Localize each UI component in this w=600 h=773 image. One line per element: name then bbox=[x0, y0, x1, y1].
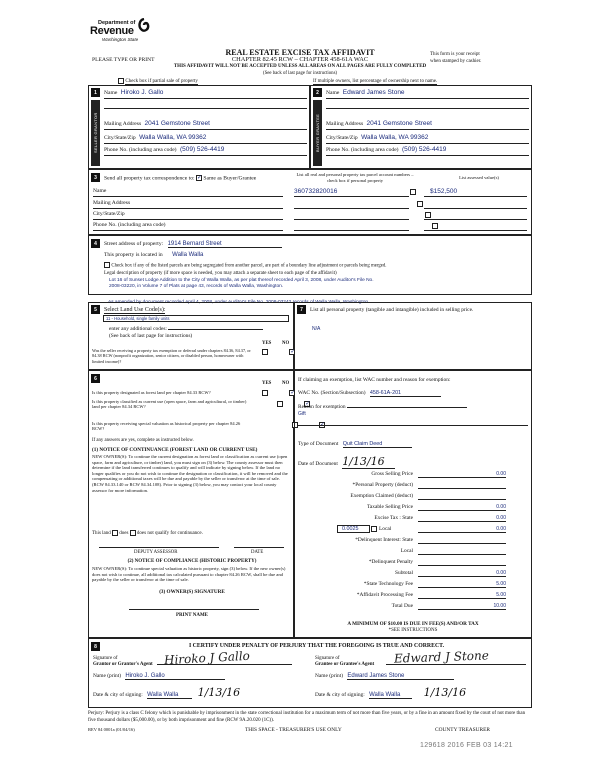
grantee-date-signing[interactable]: 1/13/16 bbox=[423, 686, 467, 699]
sec6-yes-label: YES bbox=[262, 381, 272, 386]
partial-sale-checkbox[interactable] bbox=[118, 78, 124, 84]
corr-name-row: Name bbox=[93, 188, 283, 197]
section-tax-calc bbox=[294, 370, 532, 638]
excise-state-value[interactable]: 0.00 bbox=[418, 515, 506, 522]
reason-row: Reason for exemption bbox=[298, 403, 467, 410]
proc-fee-label: *Affidavit Processing Fee bbox=[356, 592, 413, 598]
section-8-number: 8 bbox=[91, 642, 100, 651]
deputy-date-label: DATE bbox=[251, 550, 264, 555]
parcel-row-2 bbox=[294, 200, 409, 209]
buyer-grantee-label: BUYER GRANTEE bbox=[313, 100, 322, 166]
reason-blank-line bbox=[298, 425, 528, 426]
historical-question: Is this property receiving special valuation as historical property per chapter 84.26 RCW? bbox=[92, 421, 241, 432]
legal-line-1: Lot 16 of Sunset Lodge Addition to the City of Walla Walla, as per plat thereof recorded April 3, 2008, under Auditor's File No. bbox=[109, 278, 374, 283]
assessed-value[interactable]: $152,500 bbox=[430, 188, 458, 195]
seller-grantor-label: SELLER GRANTOR bbox=[91, 100, 100, 166]
section-2-number: 2 bbox=[313, 88, 322, 97]
grantor-phone[interactable]: (509) 526-4419 bbox=[179, 146, 225, 153]
section-grantor bbox=[88, 85, 310, 169]
taxable-value[interactable]: 0.00 bbox=[418, 504, 506, 511]
tax-calc-rows bbox=[295, 471, 531, 609]
property-street[interactable]: 1914 Bernard Street bbox=[168, 241, 282, 248]
grantee-print-name[interactable]: Edward James Stone bbox=[347, 673, 454, 680]
parcel-number[interactable]: 360732820016 bbox=[294, 188, 338, 195]
multiple-owners-note: If multiple owners, list percentage of ownership next to name. bbox=[313, 79, 438, 84]
total-due-label: Total Due bbox=[391, 603, 413, 609]
assessed-row-2 bbox=[424, 200, 527, 209]
tech-fee-label: *State Technology Fee bbox=[363, 581, 413, 587]
grantee-name-print-row: Name (print) Edward James Stone bbox=[315, 673, 454, 679]
treasurer-space: THIS SPACE - TREASURER'S USE ONLY bbox=[245, 727, 342, 733]
exemption-yes-checkbox[interactable] bbox=[262, 349, 268, 355]
partial-sale-label: Check box if partial sale of property bbox=[125, 79, 198, 85]
receipt-note: This form is your receipt when stamped by cashier. bbox=[430, 52, 482, 64]
section-personal-property bbox=[294, 302, 532, 370]
grantee-phone-row: Phone No. (including area code) (509) 526-4419 bbox=[326, 146, 529, 156]
personal-ded-value[interactable] bbox=[418, 482, 506, 489]
deputy-assessor-label: DEPUTY ASSESSOR bbox=[134, 550, 178, 555]
section-property bbox=[88, 235, 532, 295]
grantor-name[interactable]: Hiroko J. Gallo bbox=[120, 89, 164, 96]
taxable-label: Taxable Selling Price bbox=[366, 504, 413, 510]
dor-logo bbox=[90, 20, 160, 50]
grantor-city-row: City/State/Zip Walla Walla, WA 99362 bbox=[104, 134, 307, 144]
forest-yes-checkbox[interactable] bbox=[262, 390, 268, 396]
grantee-city[interactable]: Walla Walla, WA 99362 bbox=[361, 134, 429, 141]
delinq-state-label: *Delinquent Interest: State bbox=[355, 537, 413, 543]
parcel-2-personal-checkbox[interactable] bbox=[417, 201, 423, 207]
total-due-value[interactable]: 10.00 bbox=[418, 603, 506, 610]
section-7-number: 7 bbox=[297, 305, 306, 314]
parcel-header: List all real and personal property tax parcel account numbers – check box if personal property bbox=[296, 172, 414, 183]
grantee-mailing[interactable]: 2041 Gemstone Street bbox=[366, 120, 432, 127]
grantor-date-signing[interactable]: 1/13/16 bbox=[197, 686, 241, 699]
grantee-blank-line bbox=[326, 108, 529, 109]
grantor-city-signing[interactable]: Walla Walla bbox=[147, 692, 192, 699]
section-4-number: 4 bbox=[91, 239, 100, 248]
grantor-mailing[interactable]: 2041 Gemstone Street bbox=[144, 120, 210, 127]
grantor-sig-label: Signature of Grantor or Grantor's Agent bbox=[93, 656, 153, 667]
type-or-print: PLEASE TYPE OR PRINT bbox=[92, 57, 155, 63]
exemption-reason[interactable]: Gift bbox=[298, 411, 306, 417]
local-rate-dropdown[interactable] bbox=[371, 526, 377, 532]
land-use-see-back: (See back of last page for instructions) bbox=[109, 333, 193, 339]
grantor-print-name[interactable]: Hiroko J. Gallo bbox=[125, 673, 224, 680]
owner-signature-label: (3) OWNER(S) SIGNATURE bbox=[159, 589, 225, 595]
grantee-city-signing[interactable]: Walla Walla bbox=[369, 692, 412, 699]
sec6-no-label: NO bbox=[282, 381, 290, 386]
subtotal-label: Subtotal bbox=[395, 570, 413, 576]
dept-line3: Washington State bbox=[102, 37, 139, 42]
delinq-local-value[interactable] bbox=[418, 548, 506, 555]
rev-number: REV 84 0001a (01/04/16) bbox=[88, 727, 135, 732]
send-correspondence-row: Send all property tax correspondence to: ✓ Same as Buyer/Grantee bbox=[104, 175, 256, 181]
section-tax-correspondence bbox=[88, 169, 532, 235]
legal-description-label: Legal description of property (if more space is needed, you may attach a separate sheet to each page of the affidavit) bbox=[104, 271, 337, 276]
owner-signature-line bbox=[129, 609, 259, 610]
parcel-row-1 bbox=[294, 188, 409, 197]
exemption-ded-label: Exemption Claimed (deduct) bbox=[350, 493, 413, 499]
grantor-signature[interactable]: Hiroko J Gallo bbox=[163, 648, 251, 668]
forest-land-question: Is this property designated as forest land per chapter 84.33 RCW? bbox=[92, 390, 211, 395]
document-type[interactable]: Quit Claim Deed bbox=[343, 441, 413, 448]
county-treasurer: COUNTY TREASURER bbox=[435, 727, 490, 733]
local-value[interactable]: 0.00 bbox=[418, 526, 506, 533]
additional-codes-row: enter any additional codes: bbox=[109, 324, 263, 332]
legal-line-2: 2008-03220, in Volume 7 of Plats at page 43, records of Walla Walla, Washington. bbox=[109, 283, 284, 289]
section-land-use bbox=[88, 302, 294, 370]
excise-state-label: Excise Tax : State bbox=[374, 515, 413, 521]
exemption-question: Was the seller receiving a property tax exemption or deferral under chapters 84.36, 84.37, or 84.38 RCW (nonprofit organization, senior citizen, or disabled person, homeowner with limited income)? bbox=[92, 348, 251, 364]
section-3-number: 3 bbox=[91, 173, 100, 182]
section-certification bbox=[88, 638, 532, 708]
dept-line2: Revenue bbox=[90, 25, 134, 37]
partial-sale-row bbox=[118, 78, 198, 84]
grantee-phone[interactable]: (509) 526-4419 bbox=[401, 146, 447, 153]
form-title: REAL ESTATE EXCISE TAX AFFIDAVIT bbox=[225, 48, 375, 57]
wac-number[interactable]: 458-61A-201 bbox=[370, 390, 441, 397]
grantee-city-row: City/State/Zip Walla Walla, WA 99362 bbox=[326, 134, 529, 144]
assessed-row-1 bbox=[424, 188, 527, 197]
corr-mailing-row: Mailing Address bbox=[93, 200, 283, 209]
print-name-label: PRINT NAME bbox=[176, 613, 208, 618]
grantee-mailing-row: Mailing Address 2041 Gemstone Street bbox=[326, 120, 529, 130]
grantee-name[interactable]: Edward James Stone bbox=[342, 89, 405, 96]
historic-body: NEW OWNER(S): To continue special valuation as historic property, sign (3) below. If the new owner(s) does not wish to continue, all additional tax calculated pursuant to chapter 84.26 RCW, shall be due and payable by the seller or transferor at the time of sale. bbox=[92, 566, 286, 583]
parcel-row-4 bbox=[294, 222, 409, 231]
continuance-body: NEW OWNER(S): To continue the current designation as forest land or classification as current use (open space, farm and agriculture, or timber) land, you must sign on (3) below. The county assessor must then determine if the land transferred continues to qualify and will indicate by signing below. If the land no longer qualifies or you do not wish to continue the designation or classification, it will be removed and the compensating or additional taxes will be due and payable by the seller or transferor at the time of sale. (RCW 84.33.140 or RCW 84.34.108). Prior to signing (3) below, you may contact your local county assessor for more information. bbox=[92, 454, 288, 493]
land-does-not-checkbox[interactable] bbox=[130, 530, 136, 536]
subtotal-value[interactable]: 0.00 bbox=[418, 570, 506, 577]
delinq-penalty-value[interactable] bbox=[418, 559, 506, 566]
legal-description[interactable] bbox=[109, 278, 524, 289]
section-5-number: 5 bbox=[91, 305, 100, 314]
see-back-line: (See back of last page for instructions) bbox=[262, 71, 338, 76]
current-use-question: Is this property classified as current use (open space, farm and agricultural, or timber) land per chapter 84.34 RCW? bbox=[92, 399, 247, 410]
gross-label: Gross Selling Price bbox=[371, 471, 413, 477]
exemption-ded-value[interactable] bbox=[418, 493, 506, 500]
personal-property-label: List all personal property (tangible and intangible) included in selling price. bbox=[310, 307, 474, 313]
land-use-select[interactable]: 11 - Household, single family units bbox=[103, 315, 289, 322]
deputy-date-line bbox=[234, 547, 284, 548]
segregated-checkbox[interactable] bbox=[104, 262, 110, 268]
sec5-yes-label: YES bbox=[262, 341, 272, 346]
doc-type-row: Type of Document Quit Claim Deed bbox=[298, 441, 412, 447]
same-as-buyer-checkbox[interactable] bbox=[196, 175, 202, 181]
section-6-number: 6 bbox=[91, 374, 100, 383]
segregated-row: Check box if any of the listed parcels are being segregated from another parcel, are part of a boundary line adjustment or parcels being merged. bbox=[104, 262, 529, 268]
wac-row: WAC No. (Section/Subsection) 458-61A-201 bbox=[298, 390, 441, 396]
delinq-state-value[interactable] bbox=[418, 537, 506, 544]
personal-ded-label: *Personal Property (deduct) bbox=[352, 482, 413, 488]
grantor-phone-row: Phone No. (including area code) (509) 526-4419 bbox=[104, 146, 307, 156]
gross-value[interactable]: 0.00 bbox=[418, 471, 506, 478]
located-row: This property is located in Walla Walla bbox=[104, 252, 204, 258]
cashier-stamp: 129618 2016 FEB 03 14:21 bbox=[420, 742, 513, 749]
minimum-due-note: A MINIMUM OF $10.00 IS DUE IN FEE(S) AND/OR TAX bbox=[347, 621, 479, 627]
proc-fee-value[interactable]: 5.00 bbox=[418, 592, 506, 599]
sec5-no-label: NO bbox=[282, 341, 290, 346]
sec6-instructions: If any answers are yes, complete as instructed below. bbox=[92, 438, 194, 443]
document-date[interactable]: 1/13/16 bbox=[342, 455, 394, 469]
grantee-date-city-row: Date & city of signing: Walla Walla 1/13/16 bbox=[315, 686, 467, 699]
grantor-date-city-row: Date & city of signing: Walla Walla 1/13/16 bbox=[93, 686, 241, 699]
dept-line1: Department of bbox=[98, 20, 136, 26]
land-does-checkbox[interactable] bbox=[112, 530, 118, 536]
exemption-claim-label: If claiming an exemption, list WAC number and reason for exemption: bbox=[298, 377, 451, 383]
continuance-title: (1) NOTICE OF CONTINUANCE (FOREST LAND OR CURRENT USE) bbox=[92, 447, 258, 453]
grantee-signature[interactable]: Edward J Stone bbox=[393, 648, 490, 666]
historic-title: (2) NOTICE OF COMPLIANCE (HISTORIC PROPERTY) bbox=[127, 559, 257, 564]
land-use-label: Select Land Use Code(s): bbox=[104, 307, 166, 313]
legal-amended[interactable]: As amended by document recorded April 4, 2008, under Auditor's File No. 2008-03242 records of Walla Walla, Washington. bbox=[108, 300, 370, 305]
dor-swirl-icon bbox=[136, 18, 152, 36]
grantee-name-row: Name Edward James Stone bbox=[326, 89, 529, 99]
perjury-notice: Perjury: Perjury is a class C felony which is punishable by imprisonment in the state correctional institution for a maximum term of not more than five years, or by a fine in an amount fixed by the court of not more than five thousand dollars ($5,000.00), or by both imprisonment and fine (RCW 9A.20.020 (1C)). bbox=[88, 711, 526, 723]
grantor-mailing-row: Mailing Address 2041 Gemstone Street bbox=[104, 120, 307, 130]
tech-fee-value[interactable]: 5.00 bbox=[418, 581, 506, 588]
delinq-penalty-label: *Delinquent Penalty bbox=[368, 559, 413, 565]
personal-property-value[interactable]: N/A bbox=[312, 326, 321, 332]
see-instructions-note: *SEE INSTRUCTIONS bbox=[388, 628, 438, 633]
doc-date-row: Date of Document 1/13/16 bbox=[298, 455, 395, 468]
section-grantee bbox=[310, 85, 532, 169]
current-use-yes-checkbox[interactable] bbox=[277, 401, 283, 407]
grantor-name-print-row: Name (print) Hiroko J. Gallo bbox=[93, 673, 225, 679]
local-label: Local bbox=[379, 526, 392, 532]
assessed-row-3 bbox=[424, 211, 527, 220]
street-row: Street address of property: 1914 Bernard Street bbox=[104, 241, 282, 247]
delinq-local-label: Local bbox=[400, 548, 413, 554]
parcel-row-3 bbox=[294, 211, 409, 220]
corr-city-row: City/State/Zip bbox=[93, 211, 283, 220]
grantor-name-row: Name Hiroko J. Gallo bbox=[104, 89, 307, 99]
chapter-line: CHAPTER 82.45 RCW – CHAPTER 458-61A WAC bbox=[231, 56, 369, 63]
grantor-blank-line bbox=[104, 108, 307, 109]
additional-codes-input[interactable] bbox=[168, 324, 263, 330]
section-forest-current-use bbox=[88, 370, 294, 638]
local-rate-input[interactable]: 0.0025 bbox=[337, 525, 370, 533]
property-located[interactable]: Walla Walla bbox=[172, 252, 204, 258]
certify-statement: I CERTIFY UNDER PENALTY OF PERJURY THAT THE FOREGOING IS TRUE AND CORRECT. bbox=[188, 643, 445, 649]
assessed-header: List assessed value(s) bbox=[459, 175, 499, 180]
assessed-row-4 bbox=[424, 222, 527, 231]
this-land-row: This land does does not qualify for continuance. bbox=[92, 531, 203, 537]
corr-phone-row: Phone No. (including area code) bbox=[93, 222, 283, 231]
not-accepted-line: THIS AFFIDAVIT WILL NOT BE ACCEPTED UNLESS ALL AREAS ON ALL PAGES ARE FULLY COMPLETED bbox=[173, 64, 427, 69]
grantee-sig-label: Signature of Grantee or Grantee's Agent bbox=[315, 656, 375, 667]
grantor-city[interactable]: Walla Walla, WA 99362 bbox=[139, 134, 207, 141]
parcel-1-personal-checkbox[interactable] bbox=[410, 189, 416, 195]
deputy-assessor-line bbox=[99, 547, 219, 548]
section-1-number: 1 bbox=[91, 88, 100, 97]
